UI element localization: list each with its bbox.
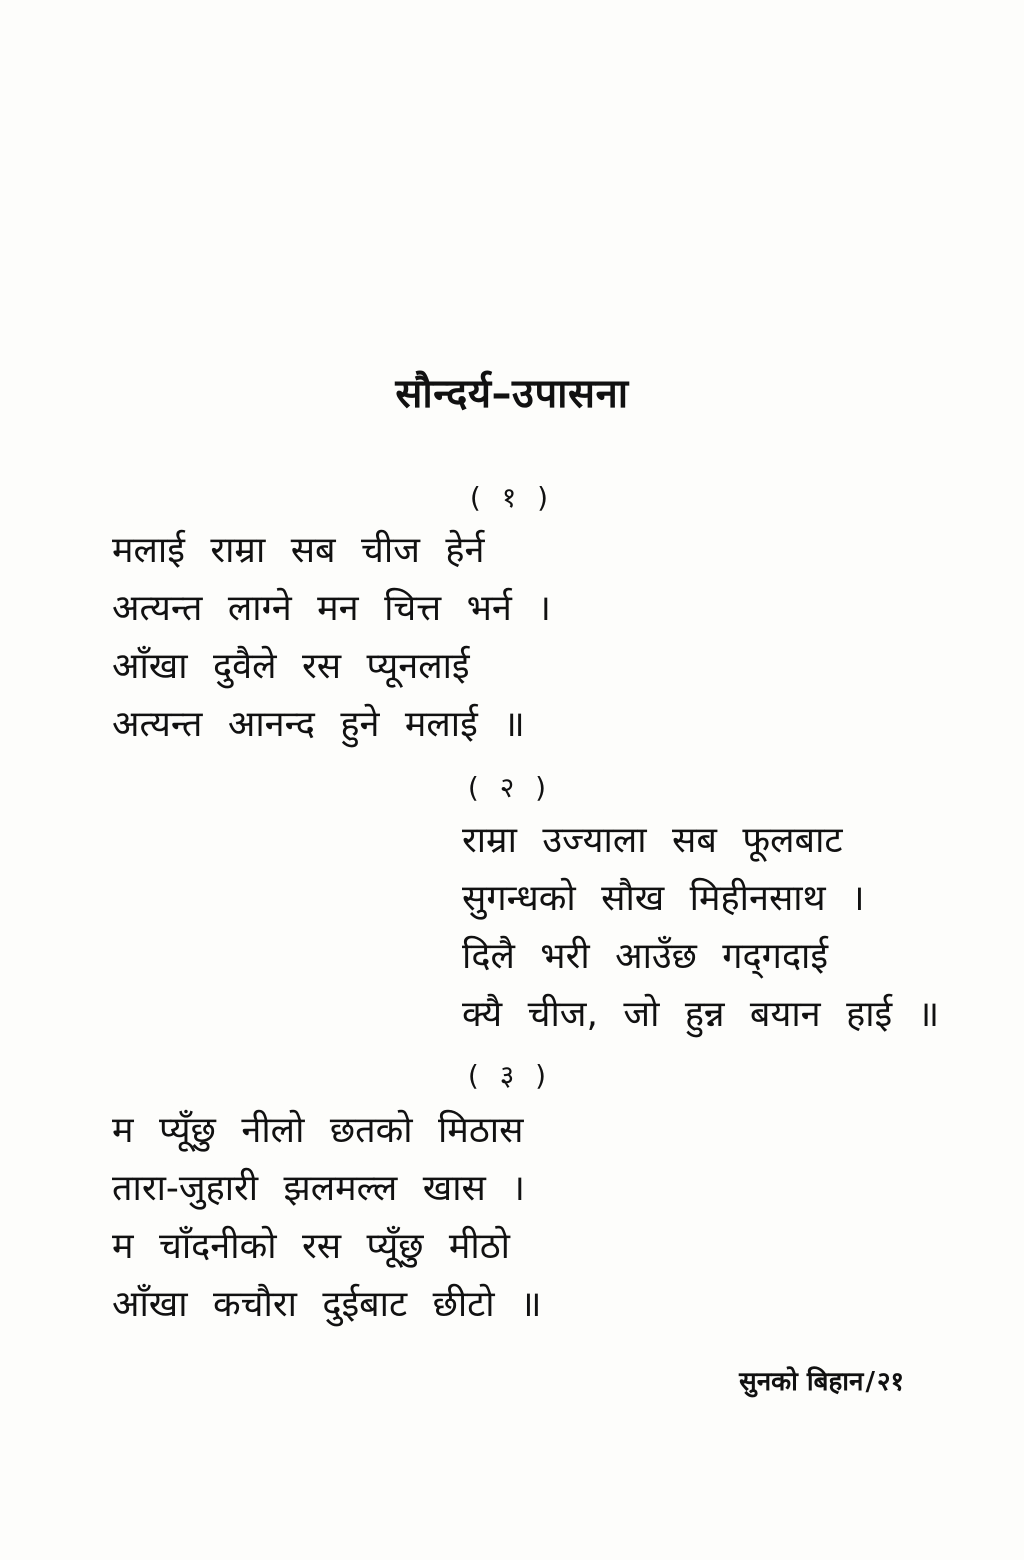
verse-line: मलाई राम्रा सब चीज हेर्न [112,530,485,571]
book-title: सुनको बिहान [739,1367,864,1397]
verse-line: सुगन्धको सौख मिहीनसाथ । [462,878,865,919]
verse-line: म प्यूँछु नीलो छतको मिठास [112,1110,524,1151]
page-number: २१ [876,1367,904,1397]
verse-line: अत्यन्त आनन्द हुने मलाई ॥ [112,704,525,745]
verse-line: दिलै भरी आउँछ गद्‌गदाई [462,936,829,977]
stanza-number: ( ३ ) [467,1059,553,1092]
verse-line: म चाँदनीको रस प्यूँछु मीठो [112,1226,510,1267]
verse-line: आँखा दुवैले रस प्यूनलाई [112,646,470,687]
stanza-3 [112,1102,542,1334]
verse-line: आँखा कचौरा दुईबाट छीटो ॥ [112,1284,542,1325]
page-footer [739,1362,904,1398]
stanza-number: ( २ ) [467,771,553,804]
poem-title: सौन्दर्य–उपासना [395,371,629,417]
stanza-1 [112,522,551,754]
verse-line: क्यै चीज, जो हुन्न बयान हाई ॥ [462,994,940,1035]
verse-line: तारा-जुहारी झलमल्ल खास । [112,1168,525,1209]
stanza-2 [462,812,939,1044]
verse-line: अत्यन्त लाग्ने मन चित्त भर्न । [112,588,551,629]
footer-separator: / [865,1367,875,1397]
stanza-number: ( १ ) [469,481,555,514]
verse-line: राम्रा उज्याला सब फूलबाट [462,820,843,861]
